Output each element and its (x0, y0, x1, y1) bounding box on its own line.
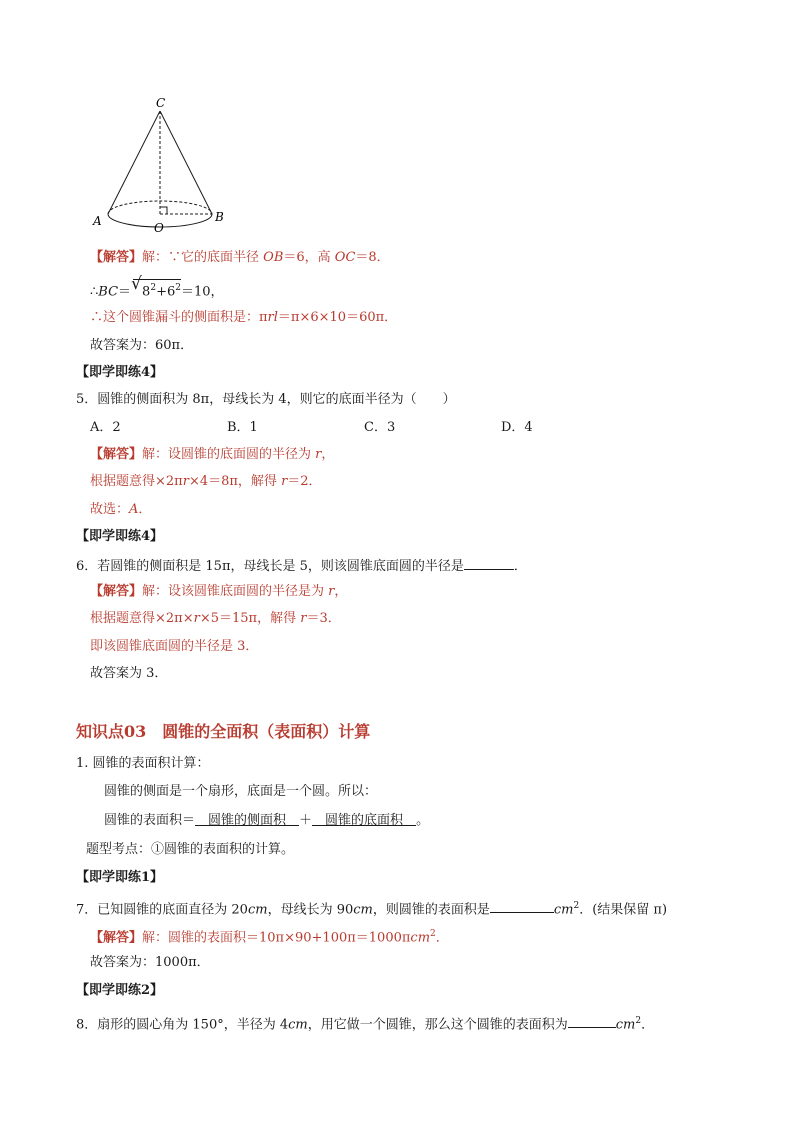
text: ＝ (118, 284, 132, 300)
underlined-term: 圆锥的侧面积 (195, 813, 300, 828)
text: cm (553, 902, 574, 918)
text: ＝10， (180, 284, 224, 300)
q6-solution-line1 (90, 583, 347, 601)
text: ， (321, 447, 335, 462)
text: 2 (635, 1016, 642, 1026)
q4-answer: 故答案为：60π． (90, 338, 194, 353)
text: ，母线长为 90 (267, 902, 354, 918)
cone-figure (90, 92, 240, 242)
option-d: D．4 (501, 420, 533, 435)
text: cm (247, 902, 268, 918)
q5-options (90, 419, 533, 437)
practice-heading: 【即学即练2】 (76, 983, 164, 998)
cone-left-edge (108, 111, 160, 214)
text: ＝π×6×10＝60π． (277, 310, 398, 325)
answer-blank (490, 899, 554, 913)
q6-solution-line2 (90, 610, 341, 628)
text: r (281, 474, 288, 489)
text: ． (435, 930, 449, 946)
q4-solution-line1 (90, 249, 390, 267)
knowledge-line2: 圆锥的侧面是一个扇形，底面是一个圆。所以： (104, 784, 378, 799)
option-c: C．3 (364, 420, 396, 435)
text: 根据题意得×2π× (90, 611, 194, 626)
label-o: O (154, 221, 164, 235)
text: cm (410, 930, 431, 946)
text: rl (267, 310, 278, 325)
answer-tag: 【解答】 (90, 447, 143, 462)
text: 8．扇形的圆心角为 150°，半径为 4 (76, 1017, 289, 1033)
text: 根据题意得×2π (90, 474, 183, 489)
knowledge-line3 (104, 812, 429, 830)
option-a: A．2 (90, 420, 121, 435)
q8-stem (76, 1012, 654, 1034)
text: ×4＝8π，解得 (188, 474, 282, 489)
q5-solution-line1 (90, 446, 334, 464)
text: 7．已知圆锥的底面直径为 20 (76, 902, 248, 918)
q6-stem (76, 556, 527, 576)
text: OB (263, 250, 284, 265)
text: ＝3． (306, 611, 341, 626)
answer-tag: 【解答】 (90, 584, 143, 599)
text: ． (138, 502, 152, 517)
cone-right-edge (160, 111, 212, 214)
option-b: B．1 (227, 420, 258, 435)
answer-blank (568, 1014, 616, 1028)
text: 圆锥的表面积＝ (104, 813, 196, 828)
q5-stem: 5．圆锥的侧面积为 8π，母线长为 4，则它的底面半径为（ ） (76, 392, 456, 407)
q7-answer: 故答案为：1000π． (90, 955, 210, 970)
text: ． (513, 559, 527, 574)
text: ， (334, 584, 348, 599)
text: OC (334, 250, 356, 265)
q6-answer: 故答案为 3． (90, 666, 168, 681)
underlined-term: 圆锥的底面积 (312, 813, 417, 828)
text: r (182, 474, 189, 489)
text: 故选： (90, 502, 130, 517)
text: 2 (150, 283, 157, 293)
text: 6．若圆锥的侧面积是 15π，母线长是 5，则该圆锥底面圆的半径是 (76, 559, 464, 574)
sqrt-expression: √ $8^2+6^2$ (131, 274, 181, 300)
text: r (315, 447, 322, 462)
text: 2 (175, 283, 181, 293)
q7-solution-line1 (90, 925, 449, 947)
text: 。 (416, 813, 430, 828)
text: ∴ (90, 284, 99, 300)
text: cm (615, 1017, 636, 1033)
text: 解：∵它的底面半径 (142, 250, 264, 265)
practice-heading: 【即学即练1】 (76, 870, 164, 885)
q4-solution-line2 (90, 274, 224, 301)
text: ，则圆锥的表面积是 (372, 902, 490, 918)
text: r (328, 584, 335, 599)
text: cm (288, 1017, 308, 1033)
right-angle-mark (160, 207, 167, 214)
text: 8 (142, 284, 151, 300)
answer-tag: 【解答】 (90, 250, 143, 265)
text: r (300, 611, 307, 626)
text: ，用它做一个圆锥，那么这个圆锥的表面积为 (307, 1017, 568, 1033)
text: r (193, 611, 200, 626)
text: ＝6，高 (283, 250, 335, 265)
answer-blank (464, 556, 514, 570)
section-title: 知识点03 圆锥的全面积（表面积）计算 (76, 722, 371, 741)
q5-solution-line3 (90, 501, 151, 519)
text: BC (98, 284, 119, 300)
knowledge-line1: 1. 圆锥的表面积计算： (76, 756, 210, 771)
answer-tag: 【解答】 (90, 930, 143, 946)
text: 2 (430, 929, 436, 939)
text: 解：圆锥的表面积＝10π×90+100π＝1000π (142, 930, 411, 946)
text: ． (641, 1017, 655, 1033)
text: ＝8． (355, 250, 390, 265)
practice-heading: 【即学即练4】 (76, 365, 164, 380)
knowledge-line4: 题型考点：①圆锥的表面积的计算。 (86, 842, 295, 857)
practice-heading: 【即学即练4】 (76, 529, 164, 544)
q4-solution-line3 (90, 309, 397, 327)
text: ＋ (299, 813, 313, 828)
text: 解：设该圆锥底面圆的半径是为 (142, 584, 329, 599)
text: +6 (156, 284, 176, 300)
text: cm (353, 902, 373, 918)
text: 2 (573, 901, 580, 911)
text: ∴这个圆锥漏斗的侧面积是：π (90, 310, 268, 325)
label-c: C (156, 96, 166, 110)
text: ×5＝15π，解得 (199, 611, 301, 626)
label-a: A (93, 214, 102, 228)
text: ．(结果保留 π) (579, 902, 668, 918)
label-b: B (215, 210, 224, 224)
q5-solution-line2 (90, 473, 322, 491)
q6-solution-line3: 即该圆锥底面圆的半径是 3． (90, 639, 259, 654)
q7-stem (76, 897, 667, 919)
text: ＝2． (287, 474, 322, 489)
text: 解：设圆锥的底面圆的半径为 (142, 447, 316, 462)
text: A (129, 502, 139, 517)
